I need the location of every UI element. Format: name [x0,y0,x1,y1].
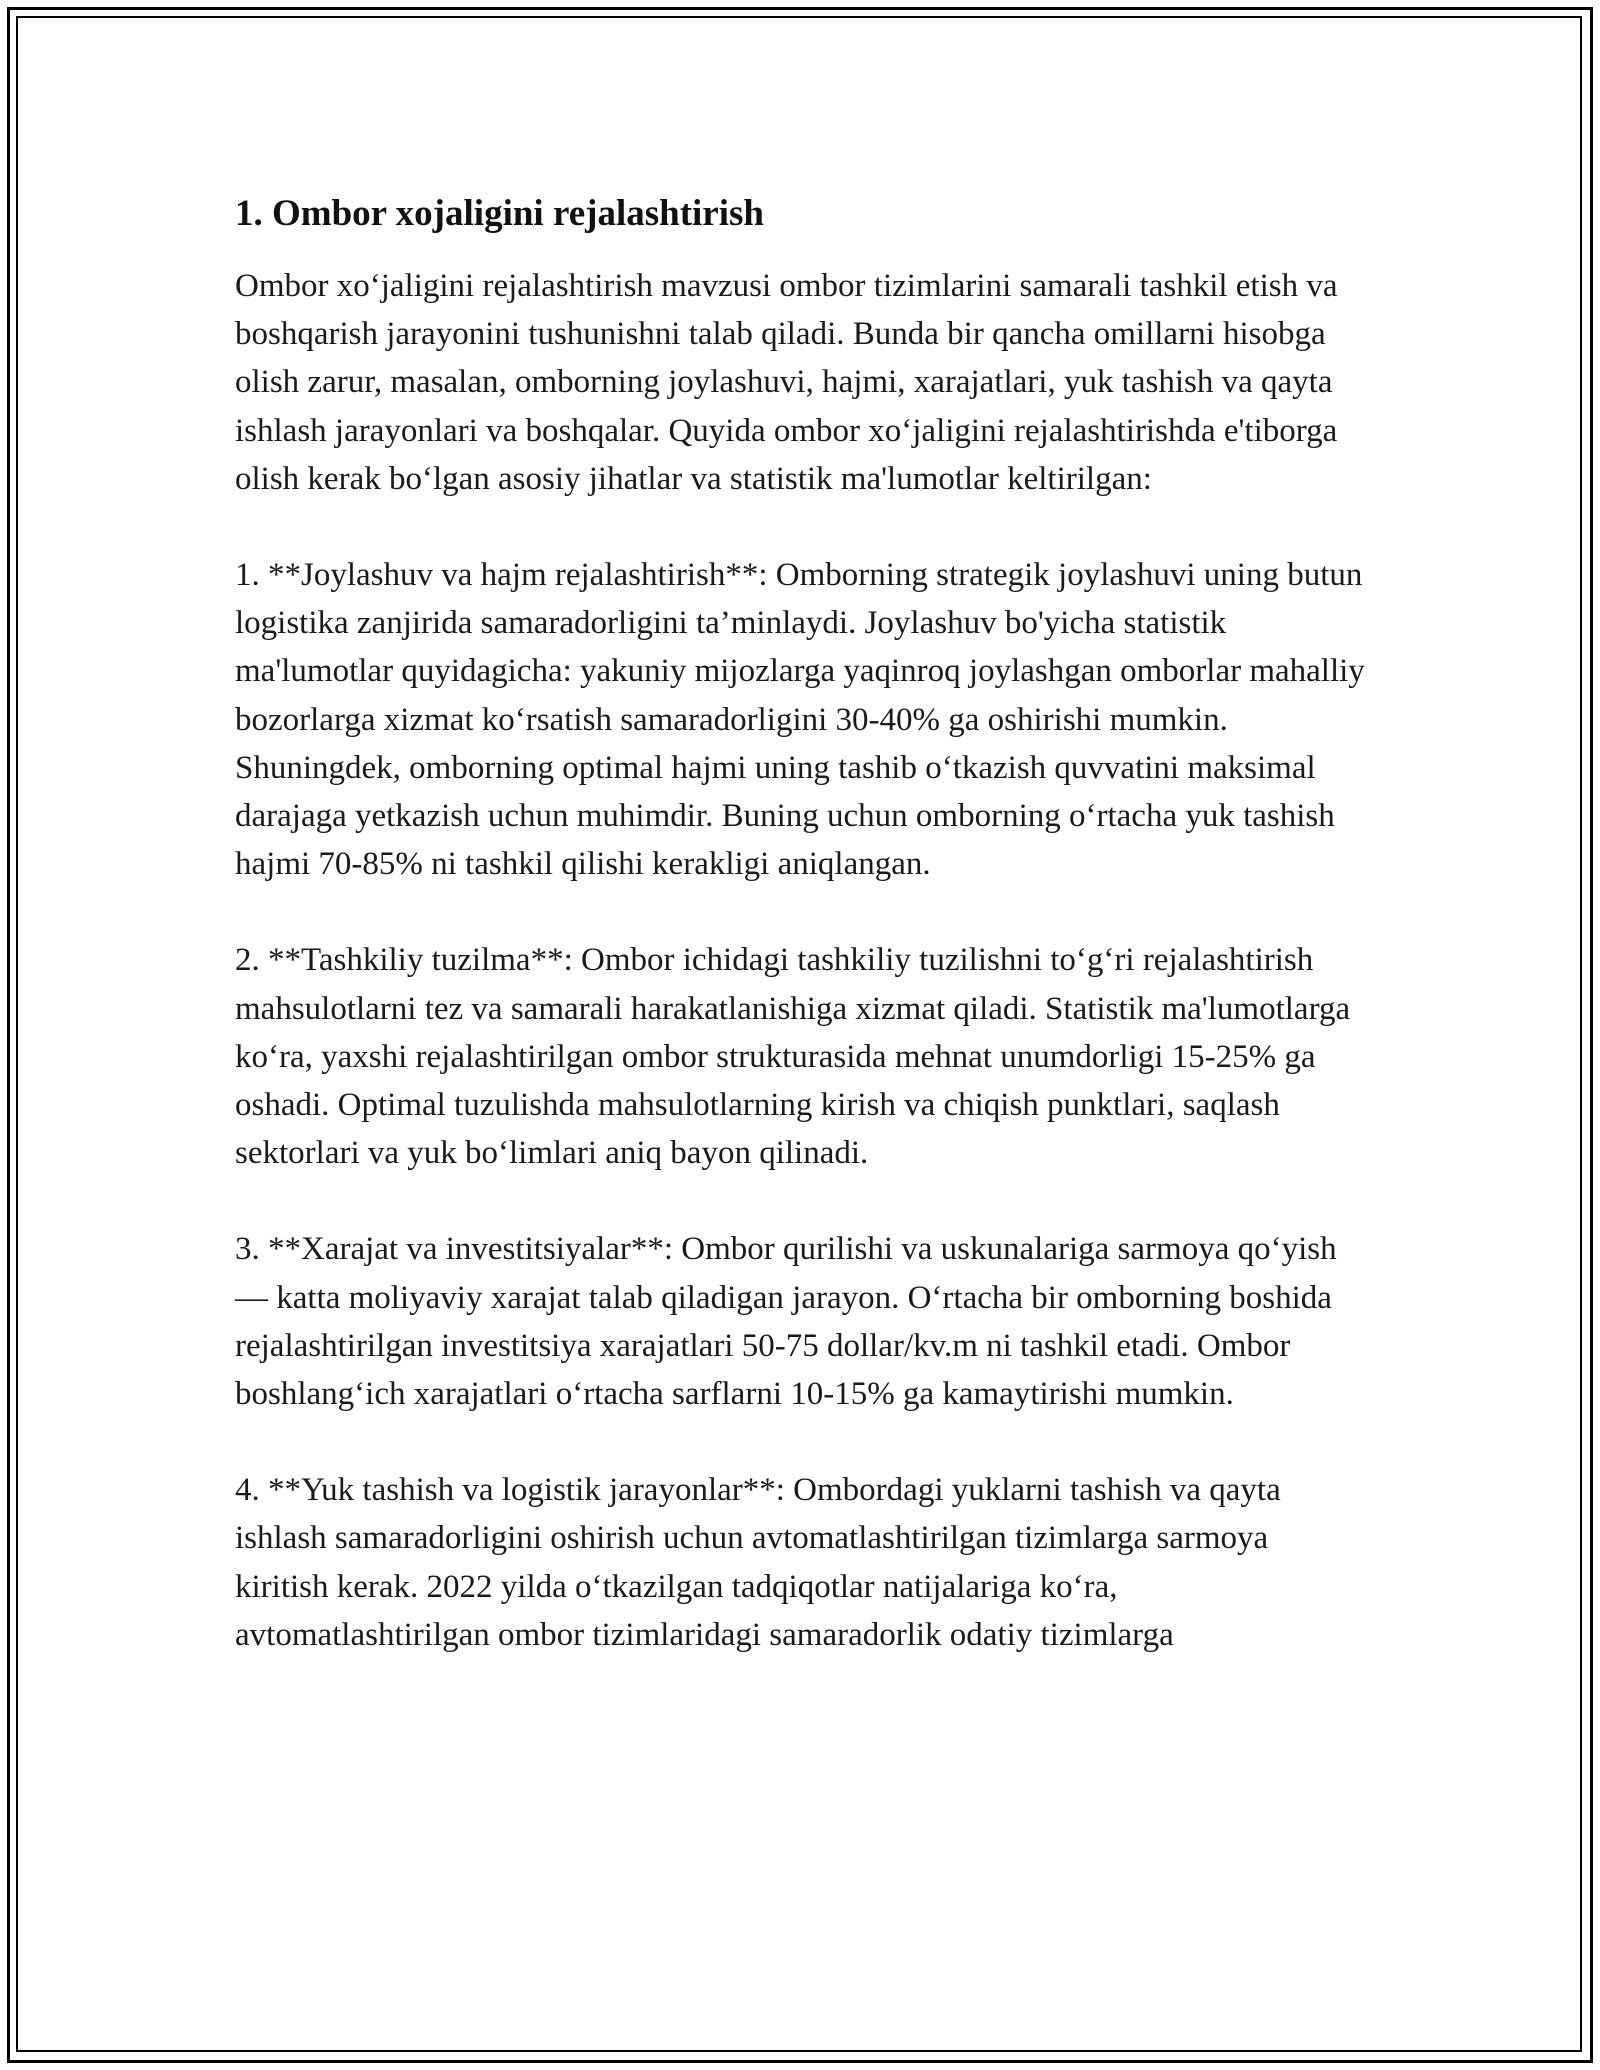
document-body [235,190,1365,1659]
section-paragraph-2: 2. **Tashkiliy tuzilma**: Ombor ichidagi tashkiliy tuzilishni to‘g‘ri rejalashtirish mahsulotlarni tez va samarali harakatlanishiga xizmat qiladi. Statistik ma'lumotlarga ko‘ra, yaxshi rejalashtirilgan ombor strukturasida mehnat unumdorligi 15-25% ga oshadi. Optimal tuzulishda mahsulotlarning kirish va chiqish punktlari, saqlash sektorlari va yuk bo‘limlari aniq bayon qilinadi. [235,942,1351,1172]
section-paragraph-3: 3. **Xarajat va investitsiyalar**: Ombor qurilishi va uskunalariga sarmoya qo‘yish — katta moliyaviy xarajat talab qiladigan jarayon. O‘rtacha bir omborning boshida rejalashtirilgan investitsiya xarajatlari 50-75 dollar/kv.m ni tashkil etadi. Ombor boshlang‘ich xarajatlari o‘rtacha sarflarni 10-15% ga kamaytirishi mumkin. [235,1231,1337,1413]
document-heading: 1. Ombor xojaligini rejalashtirish [235,193,764,234]
intro-paragraph: Ombor xo‘jaligini rejalashtirish mavzusi ombor tizimlarini samarali tashkil etish va boshqarish jarayonini tushunishni talab qiladi. Bunda bir qancha omillarni hisobga olish zarur, masalan, omborning joylashuvi, hajmi, xarajatlari, yuk tashish va qayta ishlash jarayonlari va boshqalar. Quyida ombor xo‘jaligini rejalashtirishda e'tiborga olish kerak bo‘lgan asosiy jihatlar va statistik ma'lumotlar keltirilgan: [235,268,1338,497]
section-paragraph-4: 4. **Yuk tashish va logistik jarayonlar**: Ombordagi yuklarni tashish va qayta ishlash samaradorligini oshirish uchun avtomatlashtirilgan tizimlarga sarmoya kiritish kerak. 2022 yilda o‘tkazilgan tadqiqotlar natijalariga ko‘ra, avtomatlashtirilgan ombor tizimlaridagi samaradorlik odatiy tizimlarga [235,1472,1281,1653]
section-paragraph-1: 1. **Joylashuv va hajm rejalashtirish**: Omborning strategik joylashuvi uning butun logistika zanjirida samaradorligini ta’minlaydi. Joylashuv bo'yicha statistik ma'lumotlar quyidagicha: yakuniy mijozlarga yaqinroq joylashgan omborlar mahalliy bozorlarga xizmat ko‘rsatish samaradorligini 30-40% ga oshirishi mumkin. Shuningdek, omborning optimal hajmi uning tashib o‘tkazish quvvatini maksimal darajaga yetkazish uchun muhimdir. Buning uchun omborning o‘rtacha yuk tashish hajmi 70-85% ni tashkil qilishi kerakligi aniqlangan. [235,557,1365,883]
